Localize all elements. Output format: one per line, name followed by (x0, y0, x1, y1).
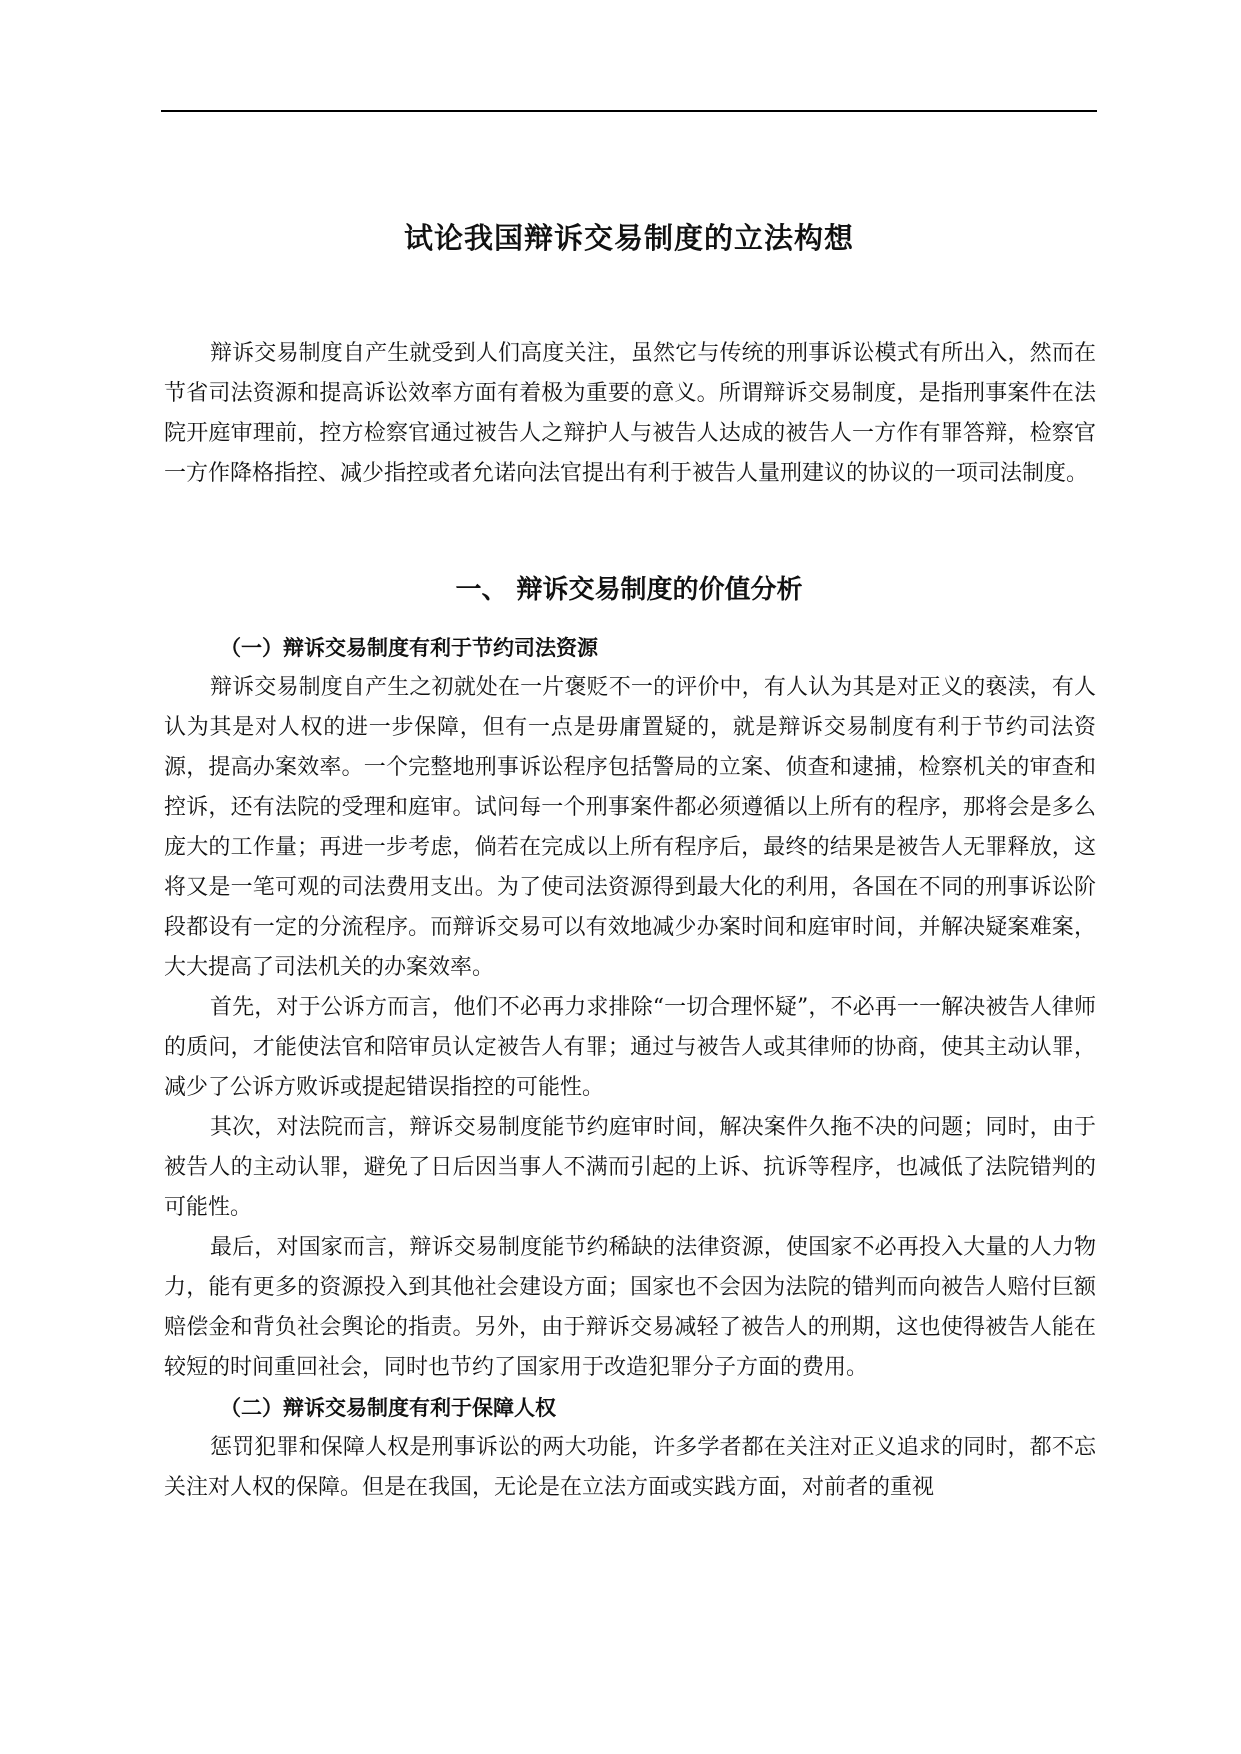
header-rule (161, 110, 1097, 112)
document-title: 试论我国辩诉交易制度的立法构想 (403, 221, 854, 255)
section-heading-1: 一、 辩诉交易制度的价值分析 (455, 575, 803, 605)
paragraph: 惩罚犯罪和保障人权是刑事诉讼的两大功能，许多学者都在关注对正义追求的同时，都不忘关注对人权的保障。但是在我国，无论是在立法方面或实践方面，对前者的重视 (164, 1435, 1096, 1500)
section-1-body (164, 628, 1096, 1508)
paragraph: 最后，对国家而言，辩诉交易制度能节约稀缺的法律资源，使国家不必再投入大量的人力物力，能有更多的资源投入到其他社会建设方面；国家也不会因为法院的错判而向被告人赔付巨额赔偿金和背负社会舆论的指责。另外，由于辩诉交易减轻了被告人的刑期，这也使得被告人能在较短的时间重回社会，同时也节约了国家用于改造犯罪分子方面的费用。 (164, 1235, 1096, 1380)
paragraph: 首先，对于公诉方而言，他们不必再力求排除“一切合理怀疑”，不必再一一解决被告人律师的质问，才能使法官和陪审员认定被告人有罪；通过与被告人或其律师的协商，使其主动认罪，减少了公诉方败诉或提起错误指控的可能性。 (164, 995, 1096, 1100)
paragraph: 辩诉交易制度自产生之初就处在一片褒贬不一的评价中，有人认为其是对正义的亵渎，有人认为其是对人权的进一步保障，但有一点是毋庸置疑的，就是辩诉交易制度有利于节约司法资源，提高办案效率。一个完整地刑事诉讼程序包括警局的立案、侦查和逮捕，检察机关的审查和控诉，还有法院的受理和庭审。试问每一个刑事案件都必须遵循以上所有的程序，那将会是多么庞大的工作量；再进一步考虑，倘若在完成以上所有程序后，最终的结果是被告人无罪释放，这将又是一笔可观的司法费用支出。为了使司法资源得到最大化的利用，各国在不同的刑事诉讼阶段都设有一定的分流程序。而辩诉交易可以有效地减少办案时间和庭审时间，并解决疑案难案，大大提高了司法机关的办案效率。 (164, 675, 1096, 980)
paragraph: 其次，对法院而言，辩诉交易制度能节约庭审时间，解决案件久拖不决的问题；同时，由于被告人的主动认罪，避免了日后因当事人不满而引起的上诉、抗诉等程序，也减低了法院错判的可能性。 (164, 1115, 1096, 1220)
intro-block (164, 334, 1096, 494)
intro-paragraph: 辩诉交易制度自产生就受到人们高度关注，虽然它与传统的刑事诉讼模式有所出入，然而在节省司法资源和提高诉讼效率方面有着极为重要的意义。所谓辩诉交易制度，是指刑事案件在法院开庭审理前，控方检察官通过被告人之辩护人与被告人达成的被告人一方作有罪答辩，检察官一方作降格指控、减少指控或者允诺向法官提出有利于被告人量刑建议的协议的一项司法制度。 (164, 341, 1096, 486)
subsection-heading-1: （一）辩诉交易制度有利于节约司法资源 (220, 636, 598, 660)
subsection-heading-2: （二）辩诉交易制度有利于保障人权 (220, 1396, 556, 1420)
